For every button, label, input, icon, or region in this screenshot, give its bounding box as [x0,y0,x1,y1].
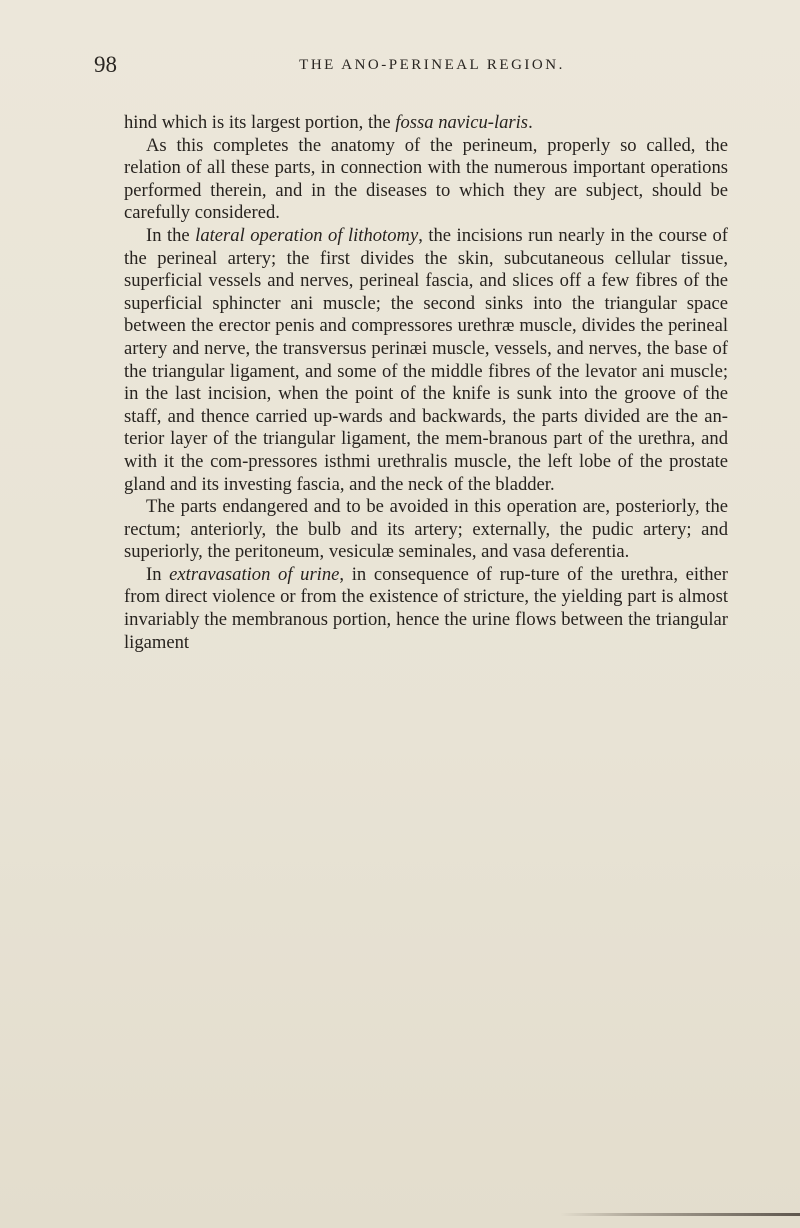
text-run: In [146,563,170,585]
body-text [124,112,728,654]
text-run: The parts endangered and to be avoided in this operation are, posteriorly, the rectum; anteriorly, the bulb and its artery; externally, the pudic artery; and superiorly, the peritoneum, vesiculæ seminales, and vasa deferentia. [124,496,728,563]
text-run: , the incisions run nearly in the course of the perineal artery; the first divides the skin, subcutaneous cellular tissue, superficial vessels and nerves, perineal fascia, and slices off a few fibres of the superficial sphincter ani muscle; the second sinks into the triangular space between the erector penis and compressores urethræ muscle, divides the perineal artery and nerve, the transversus perinæi muscle, vessels, and nerves, the base of the triangular ligament, and some of the middle fibres of the levator ani muscle; in the last incision, when the point of the knife is sunk into the groove of the staff, and thence carried up-wards and backwards, the parts divided are the an-terior layer of the triangular ligament, the mem-branous part of the urethra, and with it the com-pressores isthmi urethralis muscle, the left lobe of the prostate gland and its investing fascia, and the neck of the bladder. [124,224,728,495]
paragraph [124,564,728,654]
text-run: . [528,112,533,133]
text-run: In the [146,224,196,246]
paragraph [124,135,728,225]
bottom-edge-shadow [560,1213,800,1216]
text-run: , in consequence of rup-ture of the urethra, either from direct violence or from the existence of stricture, the yielding part is almost invariably the membranous portion, hence the urine flows between the triangular ligament [124,563,728,653]
paragraph [124,225,728,496]
italic-term: lateral operation of lithotomy [195,224,419,246]
paragraph [124,112,728,135]
page-header [94,52,734,82]
text-run: As this completes the anatomy of the perineum, properly so called, the relation of all these parts, in connection with the numerous important operations performed therein, and in the diseases to which they are subject, should be carefully considered. [124,134,728,224]
italic-term: extravasation of urine [169,563,340,585]
italic-term: fossa navicu-laris [395,112,529,133]
text-run: hind which is its largest portion, the [124,112,396,133]
running-head: THE ANO-PERINEAL REGION. [299,57,565,73]
paragraph [124,496,728,564]
page-number: 98 [94,52,117,77]
